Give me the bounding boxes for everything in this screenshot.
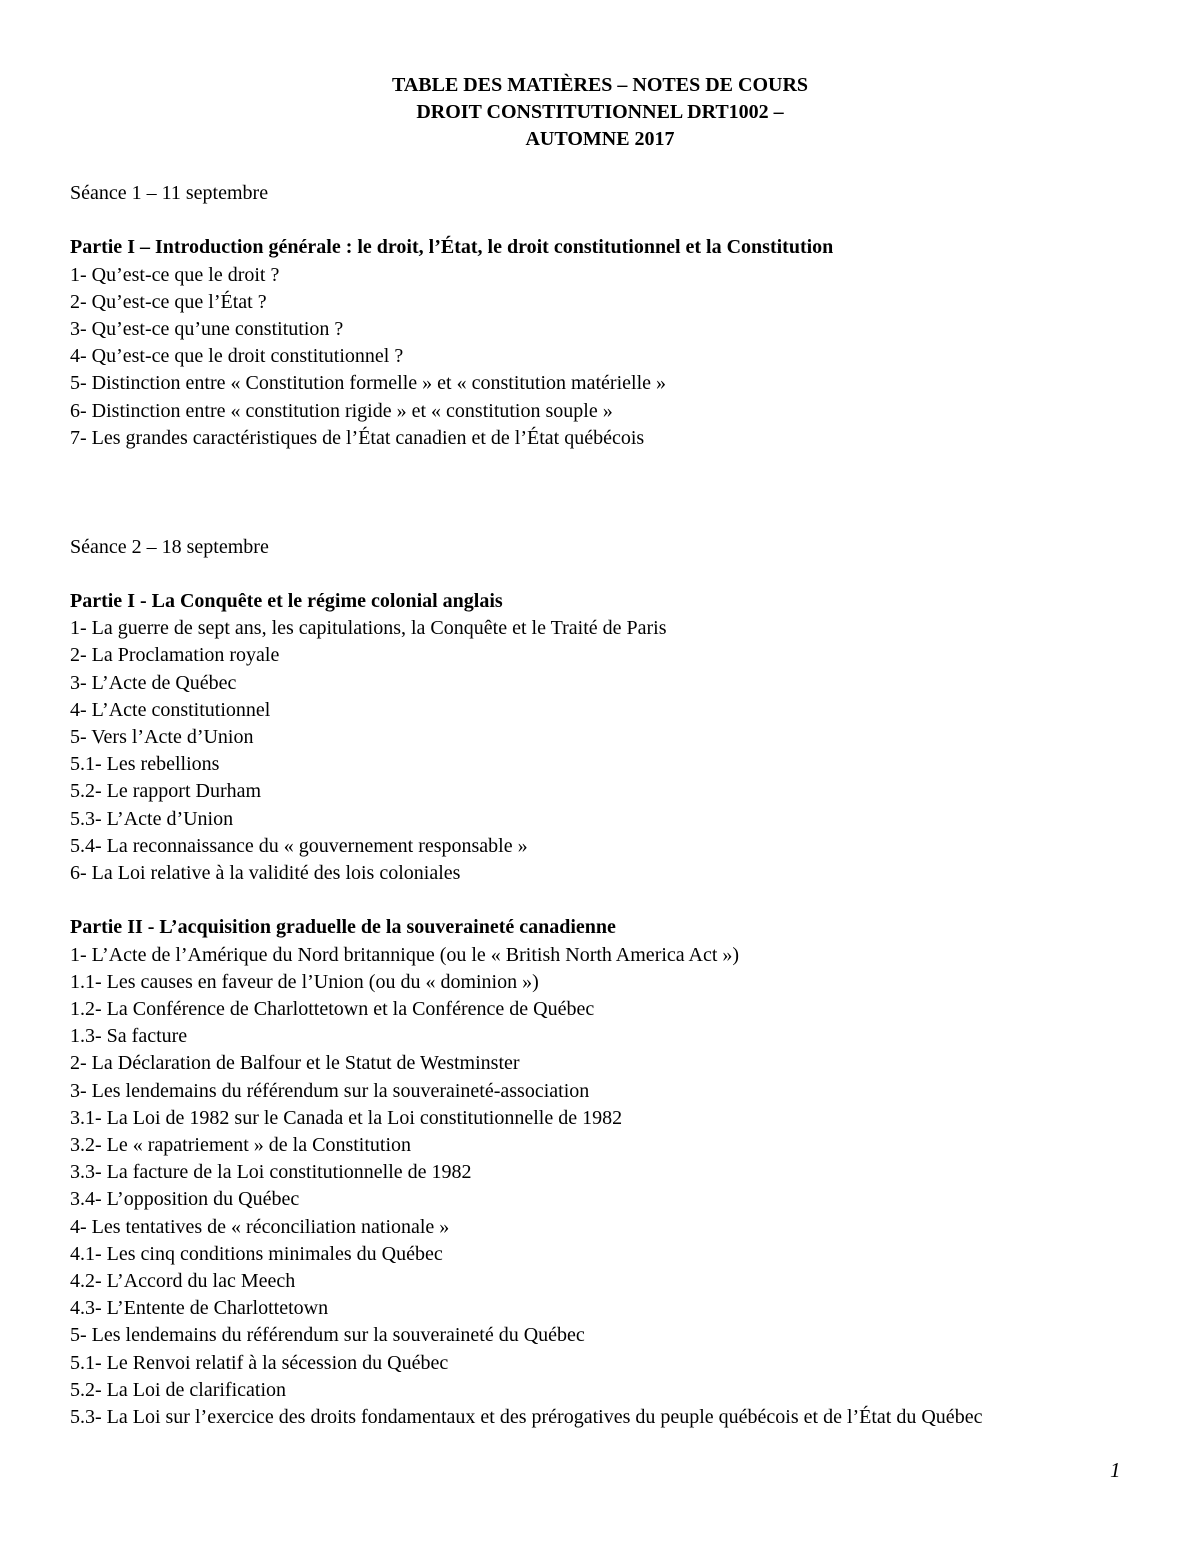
document-title bbox=[0, 72, 1200, 153]
list-item: 2- Qu’est-ce que l’État ? bbox=[70, 290, 267, 313]
list-item: 7- Les grandes caractéristiques de l’État canadien et de l’État québécois bbox=[70, 426, 645, 449]
title-line-1: TABLE DES MATIÈRES – NOTES DE COURS bbox=[391, 74, 809, 96]
list-item: 5.2- Le rapport Durham bbox=[70, 780, 262, 803]
list-item: 5- Distinction entre « Constitution formelle » et « constitution matérielle » bbox=[70, 372, 666, 395]
part-title: Partie I – Introduction générale : le droit, l’État, le droit constitutionnel et la Constitution bbox=[70, 236, 834, 259]
title-line-3: AUTOMNE 2017 bbox=[525, 128, 675, 150]
part-items bbox=[70, 262, 1130, 452]
list-item: 6- La Loi relative à la validité des lois coloniales bbox=[70, 862, 461, 885]
list-item: 1.1- Les causes en faveur de l’Union (ou du « dominion ») bbox=[70, 970, 539, 993]
part-title: Partie II - L’acquisition graduelle de la souveraineté canadienne bbox=[70, 916, 616, 939]
list-item: 2- La Proclamation royale bbox=[70, 644, 280, 667]
list-item: 2- La Déclaration de Balfour et le Statut de Westminster bbox=[70, 1052, 520, 1075]
list-item: 5- Les lendemains du référendum sur la souveraineté du Québec bbox=[70, 1324, 585, 1347]
list-item: 1- L’Acte de l’Amérique du Nord britannique (ou le « British North America Act ») bbox=[70, 943, 740, 966]
list-item: 5.2- La Loi de clarification bbox=[70, 1378, 287, 1401]
list-item: 5.1- Le Renvoi relatif à la sécession du Québec bbox=[70, 1351, 449, 1374]
list-item: 5.3- L’Acte d’Union bbox=[70, 807, 234, 830]
list-item: 5.3- La Loi sur l’exercice des droits fondamentaux et des prérogatives du peuple québécois et de l’État du Québec bbox=[70, 1406, 983, 1429]
list-item: 4.3- L’Entente de Charlottetown bbox=[70, 1297, 329, 1320]
list-item: 1.3- Sa facture bbox=[70, 1025, 188, 1048]
title-line-2: DROIT CONSTITUTIONNEL DRT1002 – bbox=[416, 101, 784, 123]
page-number: 1 bbox=[1110, 1458, 1121, 1482]
list-item: 3.4- L’opposition du Québec bbox=[70, 1188, 300, 1211]
part-items bbox=[70, 615, 1130, 887]
list-item: 3- Qu’est-ce qu’une constitution ? bbox=[70, 318, 344, 340]
list-item: 4.2- L’Accord du lac Meech bbox=[70, 1270, 296, 1293]
session-heading: Séance 2 – 18 septembre bbox=[70, 535, 269, 558]
part-title: Partie I - La Conquête et le régime colonial anglais bbox=[70, 590, 503, 612]
list-item: 4- Qu’est-ce que le droit constitutionnel ? bbox=[70, 345, 404, 368]
table-of-contents bbox=[70, 180, 1130, 1431]
list-item: 3.1- La Loi de 1982 sur le Canada et la Loi constitutionnelle de 1982 bbox=[70, 1106, 623, 1129]
list-item: 1.2- La Conférence de Charlottetown et la Conférence de Québec bbox=[70, 998, 595, 1021]
list-item: 4- L’Acte constitutionnel bbox=[70, 698, 271, 721]
list-item: 1- Qu’est-ce que le droit ? bbox=[70, 263, 280, 286]
session-heading: Séance 1 – 11 septembre bbox=[70, 182, 269, 204]
list-item: 3.3- La facture de la Loi constitutionnelle de 1982 bbox=[70, 1161, 472, 1184]
list-item: 5.4- La reconnaissance du « gouvernement responsable » bbox=[70, 834, 528, 857]
list-item: 3- Les lendemains du référendum sur la souveraineté-association bbox=[70, 1079, 590, 1102]
part-items bbox=[70, 942, 1130, 1432]
list-item: 4- Les tentatives de « réconciliation nationale » bbox=[70, 1215, 450, 1238]
list-item: 5.1- Les rebellions bbox=[70, 753, 220, 776]
list-item: 3.2- Le « rapatriement » de la Constitution bbox=[70, 1134, 412, 1157]
list-item: 4.1- Les cinq conditions minimales du Québec bbox=[70, 1242, 443, 1265]
list-item: 6- Distinction entre « constitution rigide » et « constitution souple » bbox=[70, 399, 613, 422]
list-item: 1- La guerre de sept ans, les capitulations, la Conquête et le Traité de Paris bbox=[70, 617, 667, 640]
list-item: 3- L’Acte de Québec bbox=[70, 671, 237, 694]
list-item: 5- Vers l’Acte d’Union bbox=[70, 726, 254, 749]
